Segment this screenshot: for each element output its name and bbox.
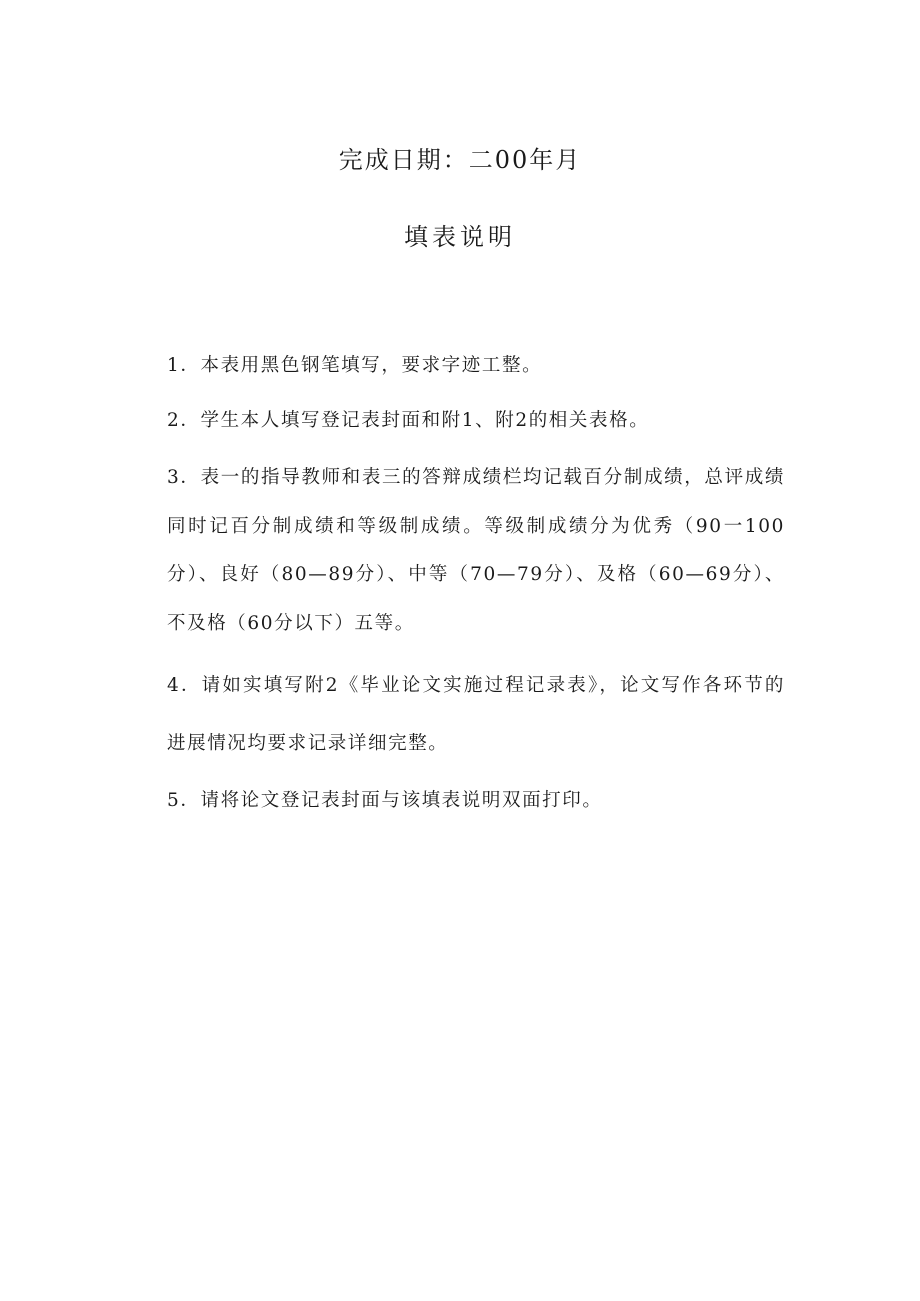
instructions-list xyxy=(167,352,785,815)
instruction-item-4: 4．请如实填写附2《毕业论文实施过程记录表》，论文写作各环节的进展情况均要求记录详细完整。 xyxy=(167,675,785,754)
instruction-item-5: 5．请将论文登记表封面与该填表说明双面打印。 xyxy=(167,790,603,811)
instruction-item-2: 2．学生本人填写登记表封面和附1、附2的相关表格。 xyxy=(167,410,650,431)
instruction-item-3: 3．表一的指导教师和表三的答辩成绩栏均记载百分制成绩，总评成绩同时记百分制成绩和等级制成绩。等级制成绩分为优秀（90一100分）、良好（80—89分）、中等（70—79分）、及格（60—69分）、不及格（60分以下）五等。 xyxy=(167,467,785,634)
instruction-item-1: 1．本表用黑色钢笔填写，要求字迹工整。 xyxy=(167,355,543,376)
page-title: 填表说明 xyxy=(404,223,516,251)
completion-date: 完成日期：二00年月 xyxy=(338,146,582,174)
